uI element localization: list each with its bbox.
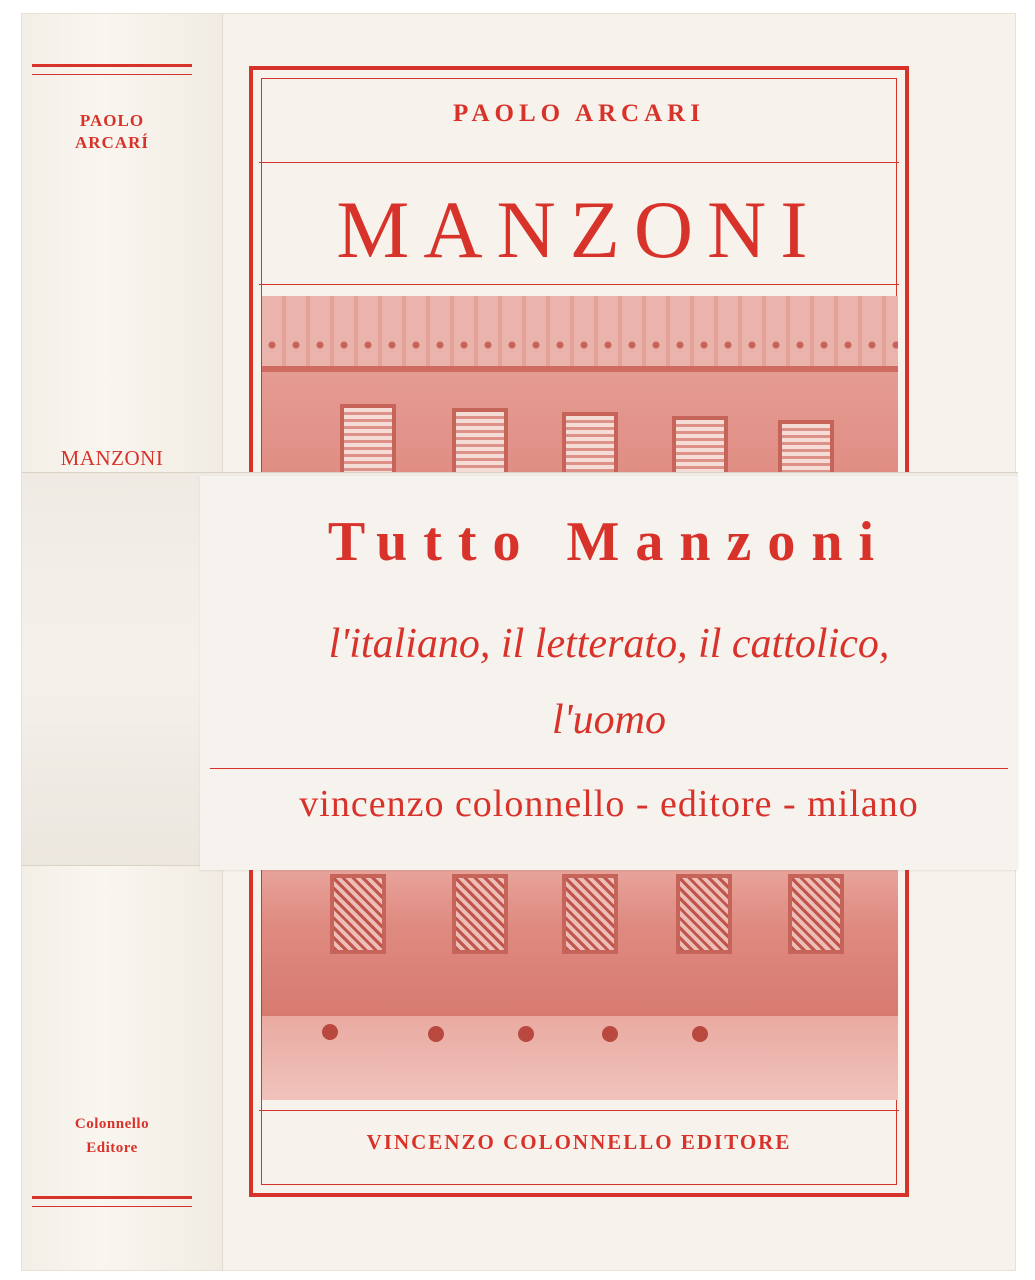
spine-bottom-rule [32,1196,192,1207]
spine-publisher-line1: Colonnello [74,1116,150,1132]
band-subtitle-line2: l'uomo [552,697,666,743]
cover-title: MANZONI [336,184,822,275]
spine-publisher [22,1112,202,1160]
photo-window [676,874,732,954]
band-rule [210,768,1008,769]
band-subtitle-line1: l'italiano, il letterato, il cattolico, [328,621,890,667]
photo-window [330,874,386,954]
spine-publisher-line2: Editore [86,1140,138,1156]
photo-porthole [428,1026,444,1042]
photo-window [340,404,396,476]
cover-photo-lower [262,866,898,1016]
spine-title: MANZONI [60,446,164,470]
spine-author-last: ARCARÍ [75,133,149,152]
cover-rule-bottom [259,1110,899,1111]
band-footer: vincenzo colonnello - editore - milano [299,783,919,825]
photo-dentils [262,340,898,350]
cover-photo-street [262,1016,898,1100]
photo-porthole [322,1024,338,1040]
cover-author: PAOLO ARCARI [453,100,705,127]
photo-porthole [692,1026,708,1042]
photo-porthole [518,1026,534,1042]
photo-window [788,874,844,954]
spine-top-rule [32,64,192,75]
photo-porthole [602,1026,618,1042]
band-subtitle [200,606,1018,758]
photo-window [452,408,508,480]
photo-window [452,874,508,954]
cover-publisher: VINCENZO COLONNELLO EDITORE [366,1130,792,1154]
photo-cornice [262,296,898,372]
spine-author [22,110,202,154]
cover-rule-title [259,284,899,285]
photo-window [562,874,618,954]
band-headline: Tutto Manzoni [327,511,891,573]
spine-author-first: PAOLO [79,111,145,130]
cover-rule-top [259,162,899,163]
